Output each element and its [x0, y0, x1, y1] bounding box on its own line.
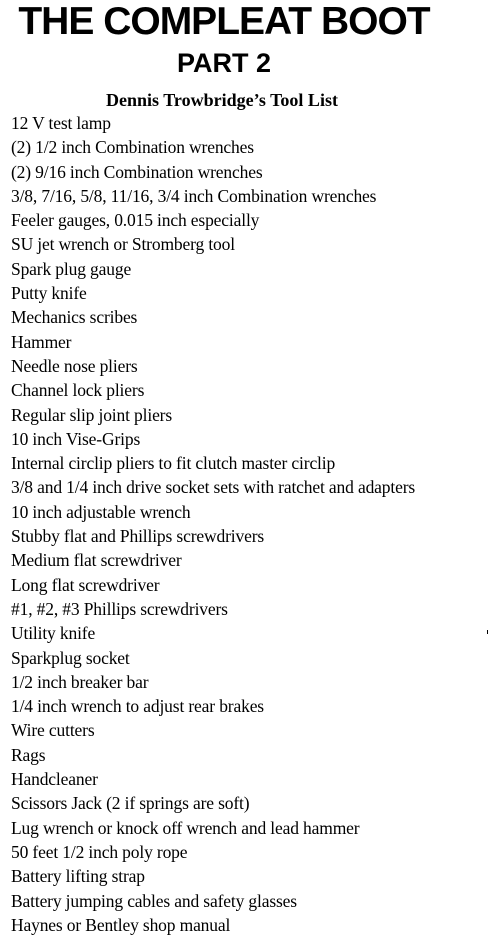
tool-item: Wire cutters: [11, 720, 95, 741]
page-title: THE COMPLEAT BOOT: [18, 0, 430, 43]
tool-item: Channel lock pliers: [11, 380, 145, 401]
tool-list: [11, 111, 415, 937]
tool-item: 12 V test lamp: [11, 113, 111, 133]
tool-item: Scissors Jack (2 if springs are soft): [11, 793, 250, 814]
tool-item: Sparkplug socket: [11, 647, 130, 668]
tool-item: Internal circlip pliers to fit clutch master circlip: [11, 453, 336, 474]
tool-item: Feeler gauges, 0.015 inch especially: [11, 210, 260, 231]
tool-item: (2) 9/16 inch Combination wrenches: [11, 161, 263, 182]
tool-item: Battery lifting strap: [11, 866, 145, 887]
tool-item: Spark plug gauge: [11, 258, 132, 279]
tool-item: 10 inch adjustable wrench: [11, 501, 191, 522]
tool-item: Handcleaner: [11, 769, 98, 790]
page-subtitle: PART 2: [176, 48, 271, 78]
scan-mark: [487, 630, 488, 634]
tool-item: 1/4 inch wrench to adjust rear brakes: [11, 696, 264, 717]
tool-item: Mechanics scribes: [11, 307, 138, 328]
tool-item: 10 inch Vise-Grips: [11, 428, 141, 449]
tool-item: Putty knife: [11, 283, 87, 304]
tool-item: Regular slip joint pliers: [11, 404, 173, 425]
tool-item: (2) 1/2 inch Combination wrenches: [11, 137, 254, 158]
tool-item: Medium flat screwdriver: [11, 550, 182, 571]
tool-item: Lug wrench or knock off wrench and lead hammer: [11, 817, 360, 838]
tool-item: Long flat screwdriver: [11, 574, 160, 595]
tool-item: 3/8, 7/16, 5/8, 11/16, 3/4 inch Combination wrenches: [11, 185, 377, 206]
tool-item: Needle nose pliers: [11, 355, 138, 376]
tool-item: SU jet wrench or Stromberg tool: [11, 234, 235, 255]
tool-item: Haynes or Bentley shop manual: [11, 914, 231, 935]
tool-item: Battery jumping cables and safety glasses: [11, 890, 297, 911]
tool-item: Stubby flat and Phillips screwdrivers: [11, 526, 265, 547]
tool-list-heading: Dennis Trowbridge’s Tool List: [106, 90, 338, 110]
tool-item: 1/2 inch breaker bar: [11, 671, 149, 692]
tool-item: Rags: [11, 744, 46, 765]
tool-item: Hammer: [11, 331, 72, 352]
tool-item: #1, #2, #3 Phillips screwdrivers: [11, 598, 228, 619]
tool-item: 3/8 and 1/4 inch drive socket sets with ratchet and adapters: [11, 477, 416, 498]
tool-item: 50 feet 1/2 inch poly rope: [11, 841, 188, 862]
tool-item: Utility knife: [11, 623, 96, 644]
